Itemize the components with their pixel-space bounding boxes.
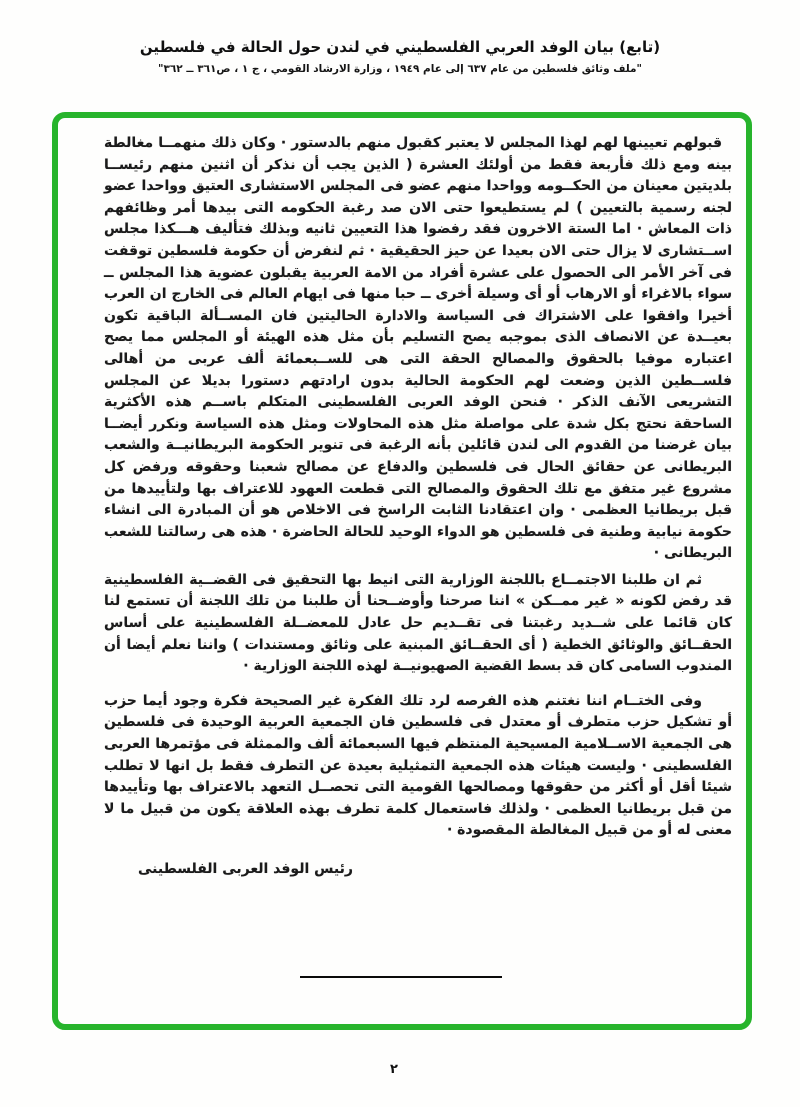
page-number: ٢ [390, 1062, 398, 1077]
source-citation: "ملف وثائق فلسطين من عام ٦٣٧ إلى عام ١٩٤٩ ، وزارة الارشاد القومي ، ج ١ ، ص٣٦١ ــ ٣٦٢" [157, 63, 643, 75]
document-title: (تابع) بيان الوفد العربي الفلسطيني في لندن حول الحالة في فلسطين [139, 38, 661, 56]
paragraph-acceptance-of-council: قبولهم تعيينها لهم لهذا المجلس لا يعتبر كقبول منهم بالدستور · وكان ذلك منهمــا مغالطة بينه ومع ذلك فأربعة فقط من أولئك العشرة ( الذين يجب أن نذكر أن اثنين منهم رئيســا بلديتين معينان من الحكــومه وواحدا منهم عضو فى المجلس الاستشارى العتيق وواحدا عضو لجنه رسمية بالتعيين ) لم يستطيعوا حتى الان صد رغبة الحكومه التى بيدها أمر وظائفهم ذات المعاش · اما الستة الاخرون فقد رفضوا هذا التعيين ثانيه وبذلك فتأليف هـــكذا مجلس اســتشارى لا يزال حتى الان بعيدا عن حيز الحقيقية · ثم لنفرض أن حكومة فلسطين توقفت فى آخر الأمر الى الحصول على عشرة أفراد من الامة العربية يقبلون عضوية هذا المجلس ــ سواء بالاغراء أو الارهاب أو أى وسيلة أخرى ــ حبا منها فى ايهام العالم فى الخارج ان العرب أخيرا وافقوا على الاشتراك فى السياسة والادارة الحاليتين فان المســألة الباقية تكون بعيــدة عن الانصاف الذى بموجبه يصح التسليم بأن مثل هذه الهيئة أو المجلس مما يصح اعتباره موفيا بالحقوق والمصالح الحقة التى هى للســبعمائة ألف عربى من أهالى فلســطين الذين وضعت لهم الحكومة الحالية بدون ارادتهم دستورا بديلا عن المجلس التشريعى الآنف الذكر · فنحن الوفد العربى الفلسطينى المتكلم باســم هذه الأكثرية الساحقة نحتج بكل شدة على مواصلة مثل هذه المحاولات ومثل هذه السياسة ونكرر أيضــا بيان غرضنا من القدوم الى لندن قائلين بأنه الرغبة فى تنوير الحكومة البريطانيــة والشعب البريطانى عن حقائق الحال فى فلسطين والدفاع عن مصالح شعبنا وحقوقه ورفض كل مشروع غير متفق مع تلك الحقوق والمصالح التى قطعت العهود للاعتراف بها ولتأييدها من قبل بريطانيا العظمى · وان اعتقادنا الثابت الراسخ فى الاخلاص هو أن المبادرة الى انشاء حكومة نيابية وطنية فى فلسطين هو الدواء الوحيد للحالة الحاضرة · هذه هى رسالتنا للشعب البريطانى · [104, 135, 732, 562]
document-body [58, 118, 746, 1024]
paragraph-ministerial-committee: ثم ان طلبنا الاجتمــاع باللجنة الوزارية التى انيط بها التحقيق فى القضــية الفلسطينية قد رفض لكونه « غير ممــكن » اننا صرحنا وأوضــحنا أن طلبنا من تلك اللجنة أن تستمع لنا كان قائما على شــديد رغبتنا فى تقــديم حل عادل للمعضــلة الفلسطينية على أساس الحقــائق والوثائق الخطية ( أى الحقــائق المبنية على وثائق ومستندات ) واننا نعلم أيضا أن المندوب السامى كان قد بسط القضية الصهيونيــة لهذه اللجنة الوزارية · [104, 571, 732, 675]
document-header [0, 38, 800, 75]
signature-delegation-head: رئيس الوفد العربى الفلسطينى [138, 861, 353, 877]
green-highlight-frame [52, 112, 752, 1030]
paragraph-conclusion: وفى الختــام اننا نغتنم هذه الفرصه لرد تلك الفكرة غير الصحيحة فكرة وجود أيما حزب أو تشكيل حزب متطرف أو معتدل فى فلسطين فان الجمعية العربية الوحيدة فى فلسطين هى الجمعية الاســلامية المسيحية المنتظم فيها السبعمائة ألف والممثلة فى مؤتمرها العربى الفلسطينى · وليست هيئات هذه الجمعية التمثيلية بعيدة عن التطرف فقط بل انها لا تطلب شيئا أقل أو أكثر من حقوقها ومصالحها القومية التى تحصــل التعهد بالاعتراف بها وتأييدها من قبل بريطانيا العظمى · ولذلك فاستعمال كلمة تطرف بهذه العلاقة يكون من قبيل ما لا معنى له أو من قبيل المغالطة المقصودة · [104, 692, 732, 839]
footer-divider-line [300, 976, 502, 978]
